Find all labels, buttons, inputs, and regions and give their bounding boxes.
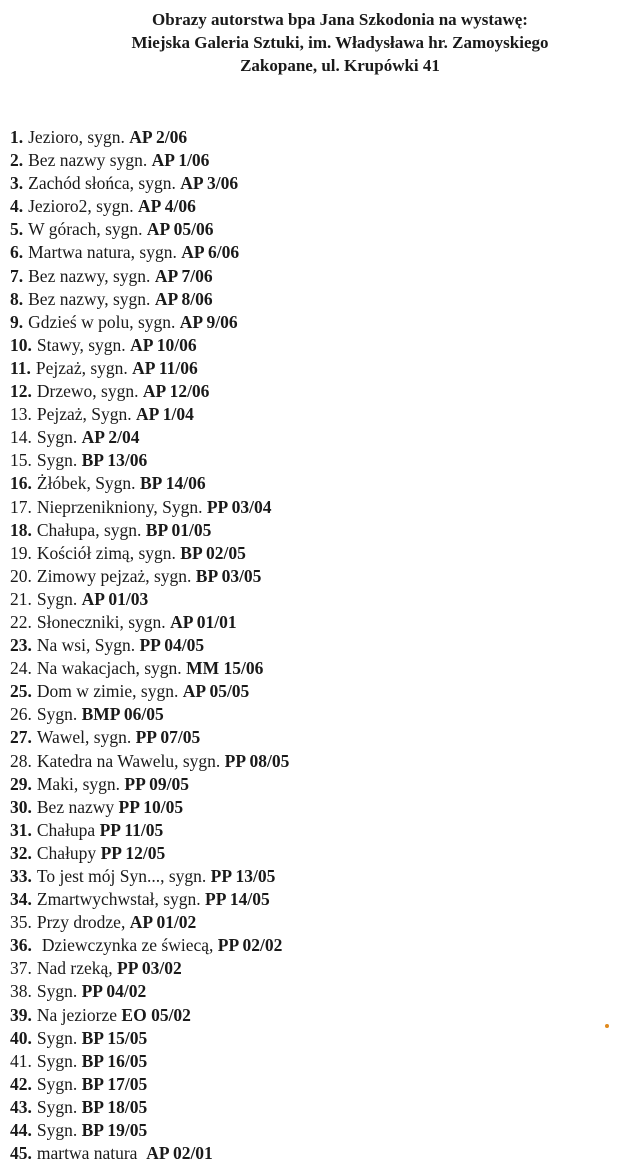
item-signature: EO 05/02 [121,1004,191,1025]
painting-list-item [10,311,289,334]
painting-list-item [10,241,289,264]
item-title: Chałupy [36,842,101,863]
painting-list-item [10,888,289,911]
header-line-address: Zakopane, ul. Krupówki 41 [240,56,440,75]
item-signature: PP 08/05 [224,750,290,771]
item-signature: PP 14/05 [205,889,270,910]
item-signature: PP 03/02 [117,958,182,979]
painting-list-item [10,380,289,403]
painting-list-item [10,796,289,819]
painting-list-item [10,911,289,934]
item-signature: AP 8/06 [154,288,213,309]
item-title: Stawy, sygn. [36,334,131,355]
painting-list-item [10,703,289,726]
item-signature: BP 01/05 [145,519,212,540]
item-signature: AP 1/04 [136,404,194,425]
item-number: 17. [10,496,32,517]
painting-list-item [10,149,289,172]
item-number: 8. [10,288,24,309]
painting-list-item [10,634,289,657]
item-title: Pejzaż, Sygn. [36,404,137,425]
item-number: 27. [10,727,32,748]
item-title: Dziewczynka ze świecą, [41,935,218,956]
item-title: Bez nazwy, sygn. [28,265,155,286]
item-title: Na jeziorze [36,1004,122,1025]
item-number: 2. [10,150,24,171]
item-signature: PP 13/05 [210,866,276,886]
item-number: 43. [10,1096,32,1117]
item-signature: AP 1/06 [151,150,210,171]
item-number: 4. [10,196,24,217]
document-header [60,8,620,77]
item-signature: AP 01/02 [129,912,197,933]
painting-list-item [10,542,289,565]
painting-list-item [10,1119,289,1142]
item-number: 15. [10,450,32,471]
item-number: 21. [10,588,32,609]
item-signature: AP 7/06 [154,265,213,286]
item-number: 42. [10,1073,32,1094]
item-number: 25. [10,681,32,702]
painting-list-item [10,842,289,865]
item-title: Katedra na Wawelu, sygn. [36,750,225,771]
item-title: Sygn. [36,427,82,448]
item-title: Sygn. [36,1050,82,1071]
item-signature: AP 01/01 [170,611,237,632]
painting-list-item [10,934,289,957]
painting-list-item [10,680,289,703]
item-number: 11. [10,357,31,378]
item-number: 34. [10,889,32,910]
item-signature: AP 05/06 [146,219,214,240]
item-signature: AP 2/06 [129,127,188,147]
item-title: Kościół zimą, sygn. [36,542,181,563]
item-number: 39. [10,1004,32,1025]
item-signature: PP 10/05 [118,796,184,817]
item-number: 20. [10,565,32,586]
item-signature: AP 02/01 [146,1143,213,1164]
item-signature: PP 02/02 [217,935,283,956]
item-title: Wawel, sygn. [36,727,136,748]
item-title: Maki, sygn. [36,773,125,794]
item-number: 1. [10,127,24,147]
item-signature: MM 15/06 [186,658,264,679]
item-number: 3. [10,173,24,194]
painting-list-item [10,496,289,519]
item-signature: BP 16/05 [81,1050,148,1071]
item-title: Przy drodze, [36,912,130,933]
painting-list-item [10,750,289,773]
item-number: 14. [10,427,32,448]
item-number: 5. [10,219,24,240]
item-title: Bez nazwy sygn. [28,150,152,171]
painting-list-item [10,773,289,796]
item-number: 44. [10,1120,32,1141]
item-title: Na wakacjach, sygn. [36,658,187,679]
item-signature: BMP 06/05 [81,704,164,725]
painting-list-item [10,265,289,288]
item-title: Zachód słońca, sygn. [28,173,181,194]
item-number: 31. [10,819,32,840]
item-title: Sygn. [36,450,82,471]
painting-list-item [10,1073,289,1096]
item-signature: BP 15/05 [81,1027,148,1048]
item-number: 6. [10,242,24,263]
item-number: 12. [10,381,32,402]
painting-list-item [10,957,289,980]
scan-speck [605,1024,609,1028]
item-number: 37. [10,958,32,979]
painting-list-item [10,611,289,634]
item-signature: PP 12/05 [100,842,166,863]
item-signature: AP 01/03 [81,588,149,609]
item-title: Chałupa, sygn. [36,519,146,540]
painting-list-item [10,403,289,426]
painting-list-item [10,865,289,888]
painting-list-item [10,288,289,311]
item-number: 18. [10,519,32,540]
item-title: Sygn. [36,1027,82,1048]
item-title: Na wsi, Sygn. [36,635,140,656]
item-signature: BP 18/05 [81,1096,148,1117]
painting-list-item [10,980,289,1003]
painting-list-item [10,218,289,241]
item-number: 30. [10,796,32,817]
item-signature: AP 6/06 [181,242,240,263]
item-title: Sygn. [36,704,82,725]
painting-list-item [10,1096,289,1119]
painting-list-item [10,357,289,380]
item-signature: BP 17/05 [81,1073,148,1094]
item-title: Słoneczniki, sygn. [36,611,171,632]
item-signature: AP 4/06 [137,196,196,217]
item-number: 29. [10,773,32,794]
item-title: Sygn. [36,981,82,1002]
item-title: W górach, sygn. [28,219,147,240]
item-number: 7. [10,265,24,286]
item-number: 16. [10,473,32,494]
item-signature: AP 10/06 [130,334,197,355]
item-title: Bez nazwy [36,796,119,817]
painting-list-item [10,819,289,842]
item-signature: PP 07/05 [135,727,201,748]
item-signature: AP 9/06 [179,311,238,332]
item-title: Chałupa [36,819,100,840]
item-title: Jezioro2, sygn. [28,196,138,217]
item-number: 24. [10,658,32,679]
painting-list-item [10,126,289,149]
item-number: 41. [10,1050,32,1071]
item-signature: BP 13/06 [81,450,148,471]
painting-list-item [10,426,289,449]
item-signature: PP 04/02 [81,981,147,1002]
item-number: 28. [10,750,32,771]
item-title: Sygn. [36,1120,82,1141]
item-signature: BP 02/05 [180,542,246,563]
item-title: Sygn. [36,1073,82,1094]
item-signature: BP 03/05 [195,565,262,586]
header-line-title: Obrazy autorstwa bpa Jana Szkodonia na wystawę: [152,10,528,29]
item-title: Drzewo, sygn. [36,381,143,402]
item-title: Nieprzenikniony, Sygn. [36,496,207,517]
item-signature: AP 2/04 [81,427,140,448]
painting-list-item [10,1050,289,1073]
item-title: To jest mój Syn..., sygn. [36,866,211,886]
painting-list-item [10,472,289,495]
item-title: Zmartwychwstał, sygn. [36,889,206,910]
item-number: 9. [10,311,24,332]
item-number: 45. [10,1143,32,1164]
painting-list-item [10,334,289,357]
item-number: 33. [10,866,32,886]
painting-list-item [10,1142,289,1165]
item-title: Jezioro, sygn. [28,127,130,147]
item-number: 19. [10,542,32,563]
item-number: 40. [10,1027,32,1048]
item-title: Sygn. [36,588,82,609]
painting-list-item [10,449,289,472]
item-signature: PP 09/05 [124,773,190,794]
item-number: 23. [10,635,32,656]
painting-list [10,126,289,1165]
item-number: 26. [10,704,32,725]
item-title: Dom w zimie, sygn. [36,681,183,702]
item-signature: AP 05/05 [182,681,250,702]
item-number: 13. [10,404,32,425]
item-signature: PP 03/04 [206,496,272,517]
item-signature: BP 19/05 [81,1120,148,1141]
painting-list-item [10,657,289,680]
item-title: Nad rzeką, [36,958,118,979]
painting-list-item [10,1004,289,1027]
item-signature: PP 04/05 [139,635,205,656]
item-title: Sygn. [36,1096,82,1117]
item-title: Bez nazwy, sygn. [28,288,155,309]
item-signature: AP 3/06 [180,173,239,194]
painting-list-item [10,726,289,749]
item-title: martwa natura [36,1143,147,1164]
item-signature: AP 12/06 [142,381,210,402]
item-number: 10. [10,334,32,355]
item-number: 38. [10,981,32,1002]
item-number: 36. [10,935,32,956]
painting-list-item [10,519,289,542]
item-number: 35. [10,912,32,933]
painting-list-item [10,172,289,195]
item-signature: AP 11/06 [132,357,198,378]
painting-list-item [10,195,289,218]
item-title: Zimowy pejzaż, sygn. [36,565,196,586]
item-number: 22. [10,611,32,632]
item-title: Pejzaż, sygn. [35,357,133,378]
item-signature: BP 14/06 [139,473,206,494]
item-signature: PP 11/05 [99,819,164,840]
painting-list-item [10,1027,289,1050]
item-title: Żłóbek, Sygn. [36,473,140,494]
item-title: Martwa natura, sygn. [28,242,182,263]
painting-list-item [10,565,289,588]
item-number: 32. [10,842,32,863]
header-line-gallery: Miejska Galeria Sztuki, im. Władysława hr. Zamoyskiego [131,33,549,52]
painting-list-item [10,588,289,611]
item-title: Gdzieś w polu, sygn. [28,311,180,332]
